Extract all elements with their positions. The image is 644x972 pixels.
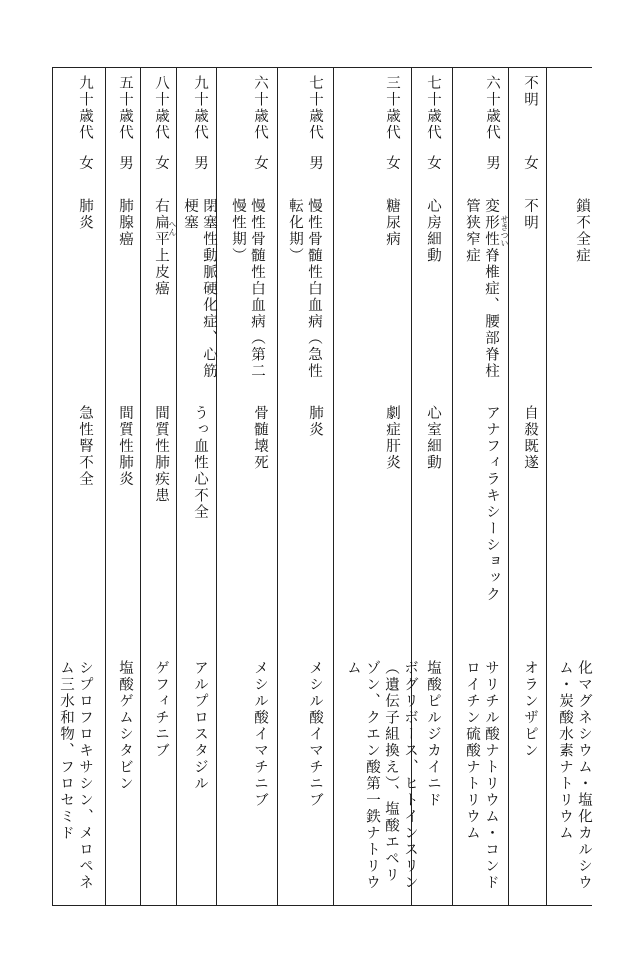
- cause-cell: 自殺既遂: [522, 405, 538, 471]
- ruby-text: へん: [168, 220, 177, 236]
- column-rule: [333, 67, 334, 905]
- sex-cell: 男: [484, 155, 500, 172]
- sex-cell: 女: [384, 155, 400, 172]
- drug-cell: メシル酸イマチニブ: [307, 660, 323, 809]
- column-rule: [105, 67, 106, 905]
- cause-cell: アナフィラキシーショック: [484, 405, 500, 603]
- disease-cell: 閉塞性動脈硬化症、心筋梗塞: [182, 198, 217, 380]
- age-cell: 八十歳代: [153, 75, 169, 141]
- age-cell: 七十歳代: [307, 75, 323, 141]
- disease-cell: 慢性骨髄性白血病（第二慢性期）: [230, 198, 265, 380]
- cause-cell: 間質性肺疾患: [153, 405, 169, 504]
- disease-cell: 鎖不全症: [574, 198, 590, 264]
- age-cell: 三十歳代: [384, 75, 400, 141]
- cause-cell: 肺炎: [307, 405, 323, 438]
- disease-cell: 心房細動: [425, 198, 441, 264]
- drug-cell: ゲフィチニブ: [153, 660, 169, 759]
- sex-cell: 女: [522, 155, 538, 172]
- sex-cell: 女: [425, 155, 441, 172]
- table-bottom-rule: [52, 905, 592, 906]
- disease-cell: 変形性脊椎症、腰部脊柱管狭窄症: [464, 198, 499, 380]
- drug-cell: ボグリボース、ヒトインスリン（遺伝子組換え）、塩酸エペリゾン、クエン酸第一鉄ナトリウム: [345, 660, 418, 891]
- disease-cell: 慢性骨髄性白血病（急性転化期）: [287, 198, 322, 380]
- drug-cell: 塩酸ピルジカイニド: [425, 660, 441, 809]
- age-cell: 不明: [522, 75, 538, 108]
- drug-cell: サリチル酸ナトリウム・コンドロイチン硫酸ナトリウム: [464, 660, 499, 891]
- age-cell: 九十歳代: [192, 75, 208, 141]
- age-cell: 六十歳代: [252, 75, 268, 141]
- sex-cell: 男: [307, 155, 323, 172]
- cause-cell: うっ血性心不全: [192, 405, 208, 521]
- table-top-rule: [52, 67, 592, 68]
- column-rule: [277, 67, 278, 905]
- age-cell: 五十歳代: [117, 75, 133, 141]
- drug-cell: 塩酸ゲムシタビン: [117, 660, 133, 792]
- cause-cell: 急性腎不全: [77, 405, 93, 488]
- drug-cell: 化マグネシウム・塩化カルシウム・炭酸水素ナトリウム: [557, 660, 592, 891]
- column-rule: [176, 67, 177, 905]
- cause-cell: 劇症肝炎: [384, 405, 400, 471]
- column-rule: [52, 67, 53, 905]
- drug-cell: シプロフロキサシン、メロペネム三水和物、フロセミド: [58, 660, 93, 891]
- drug-cell: オランザピン: [522, 660, 538, 759]
- cause-cell: 心室細動: [425, 405, 441, 471]
- drug-cell: メシル酸イマチニブ: [252, 660, 268, 809]
- column-rule: [546, 67, 547, 905]
- cause-cell: 間質性肺炎: [117, 405, 133, 488]
- cause-cell: 骨髄壊死: [252, 405, 268, 471]
- disease-cell: 糖尿病: [384, 198, 400, 248]
- disease-cell: 右扁平上皮癌: [153, 198, 169, 297]
- drug-cell: アルプロスタジル: [192, 660, 208, 792]
- ruby-text: せきつい: [500, 215, 509, 247]
- sex-cell: 男: [192, 155, 208, 172]
- disease-cell: 不明: [522, 198, 538, 231]
- sex-cell: 男: [117, 155, 133, 172]
- age-cell: 九十歳代: [77, 75, 93, 141]
- column-rule: [508, 67, 509, 905]
- sex-cell: 女: [153, 155, 169, 172]
- column-rule: [452, 67, 453, 905]
- sex-cell: 女: [77, 155, 93, 172]
- column-rule: [216, 67, 217, 905]
- sex-cell: 女: [252, 155, 268, 172]
- disease-cell: 肺腺癌: [117, 198, 133, 248]
- column-rule: [140, 67, 141, 905]
- age-cell: 六十歳代: [484, 75, 500, 141]
- disease-cell: 肺炎: [77, 198, 93, 231]
- age-cell: 七十歳代: [425, 75, 441, 141]
